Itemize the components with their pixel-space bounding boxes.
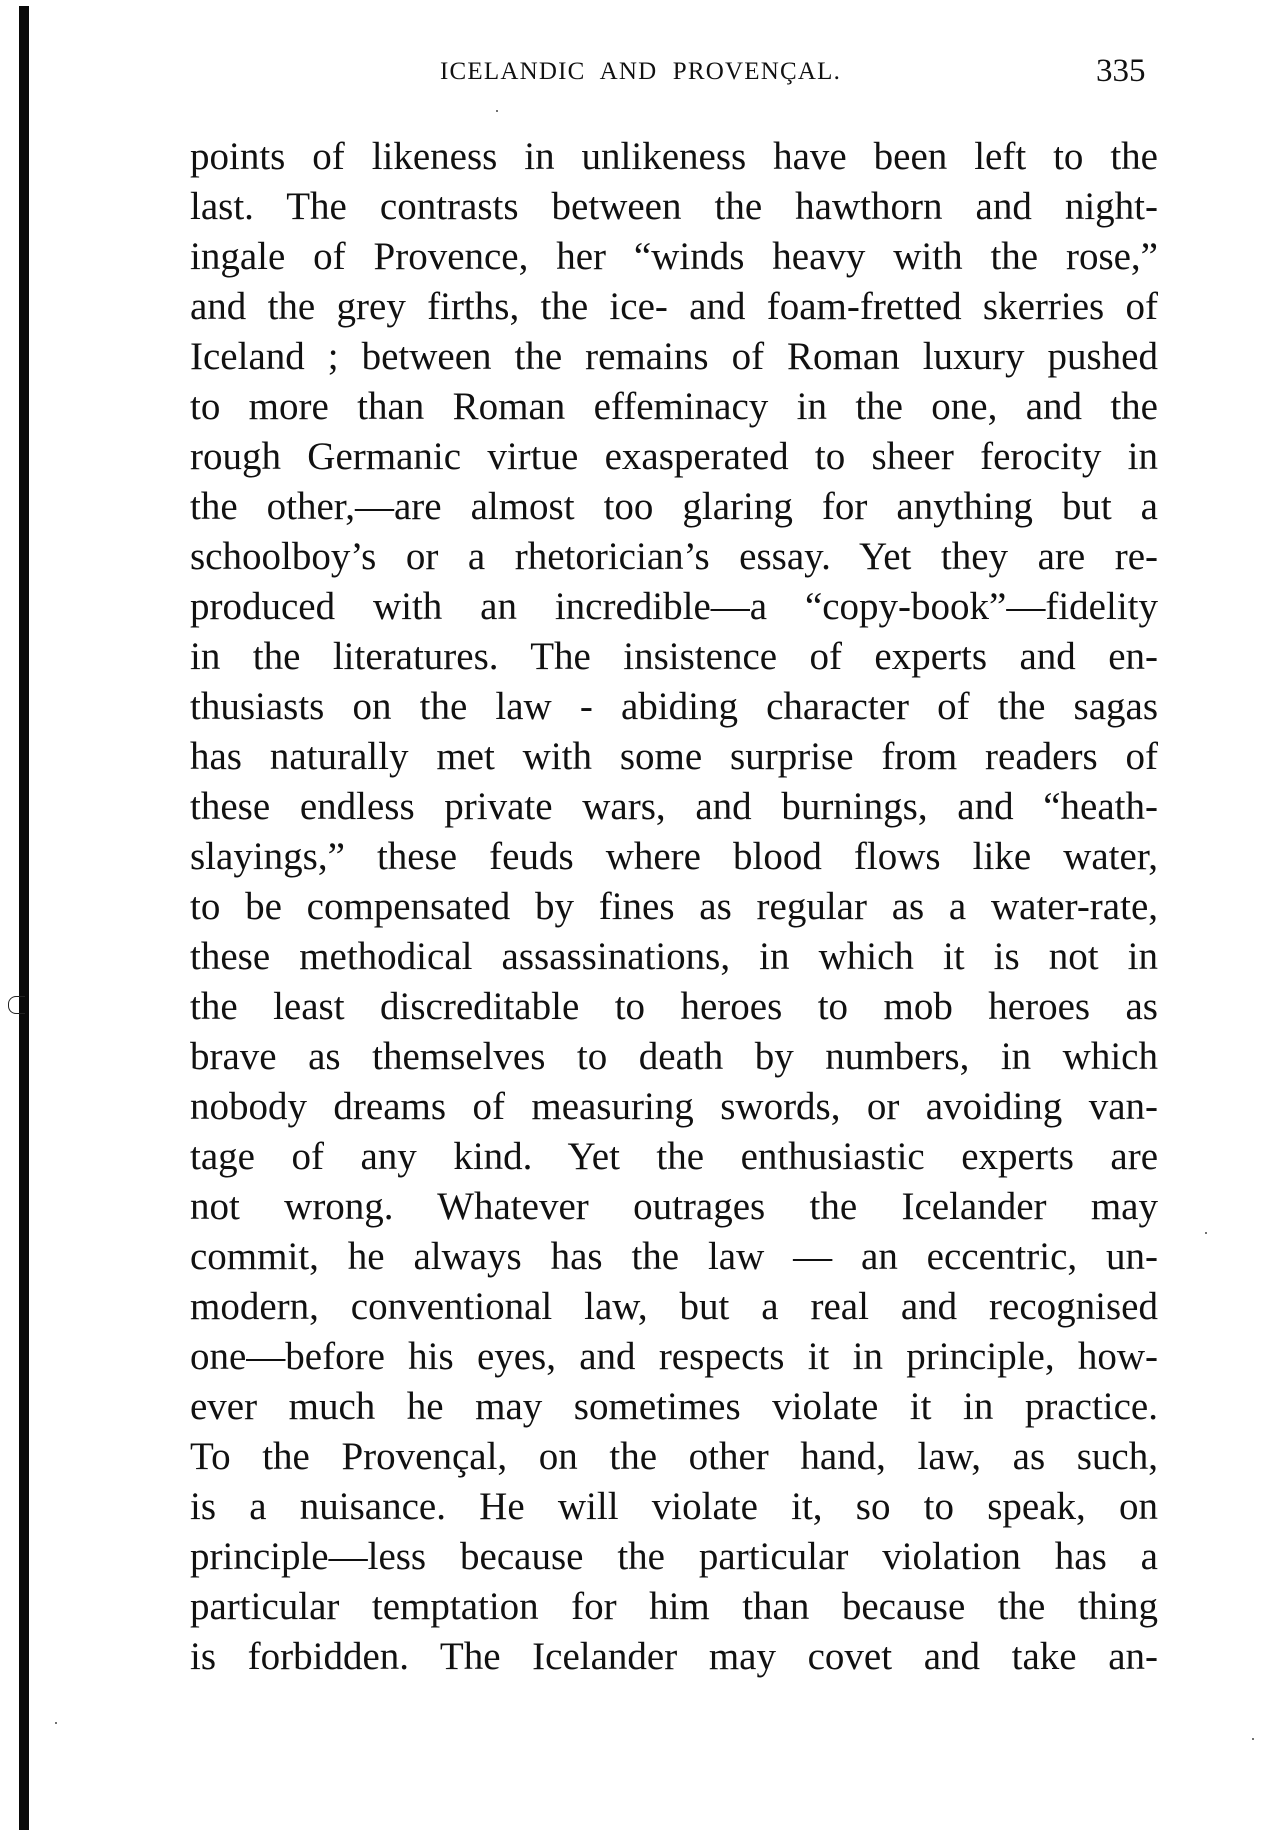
- text-line: in the literatures. The insistence of experts and en-: [190, 635, 1158, 678]
- text-line: these endless private wars, and burnings, and “heath-: [190, 785, 1158, 828]
- text-line: commit, he always has the law — an eccentric, un-: [190, 1235, 1158, 1278]
- text-line: ever much he may sometimes violate it in practice.: [190, 1385, 1158, 1428]
- binding-edge: [19, 6, 29, 1830]
- speck: [496, 110, 498, 112]
- text-line: ingale of Provence, her “winds heavy with the rose,”: [190, 235, 1158, 278]
- text-line: these methodical assassinations, in which it is not in: [190, 935, 1158, 978]
- running-head: [0, 52, 1288, 92]
- text-line: one—before his eyes, and respects it in principle, how-: [190, 1335, 1158, 1378]
- text-line: particular temptation for him than because the thing: [190, 1585, 1158, 1628]
- text-line: points of likeness in unlikeness have been left to the: [190, 135, 1158, 178]
- text-line: principle—less because the particular violation has a: [190, 1535, 1158, 1578]
- body-text: [190, 132, 1158, 1682]
- text-line: tage of any kind. Yet the enthusiastic experts are: [190, 1135, 1158, 1178]
- text-line: produced with an incredible—a “copy-book”—fidelity: [190, 585, 1158, 628]
- speck: [1205, 1232, 1207, 1234]
- text-line: is a nuisance. He will violate it, so to speak, on: [190, 1485, 1158, 1528]
- text-line: rough Germanic virtue exasperated to sheer ferocity in: [190, 435, 1158, 478]
- text-line: To the Provençal, on the other hand, law, as such,: [190, 1435, 1158, 1478]
- text-line: to be compensated by fines as regular as a water-rate,: [190, 885, 1158, 928]
- text-line: nobody dreams of measuring swords, or avoiding van-: [190, 1085, 1158, 1128]
- text-line: Iceland ; between the remains of Roman luxury pushed: [190, 335, 1158, 378]
- text-line: modern, conventional law, but a real and recognised: [190, 1285, 1158, 1328]
- page-number: 335: [1096, 53, 1146, 89]
- text-line: schoolboy’s or a rhetorician’s essay. Yet they are re-: [190, 535, 1158, 578]
- text-line: to more than Roman effeminacy in the one, and the: [190, 385, 1158, 428]
- text-line: slayings,” these feuds where blood flows like water,: [190, 835, 1158, 878]
- margin-mark: [8, 996, 25, 1014]
- text-line: has naturally met with some surprise from readers of: [190, 735, 1158, 778]
- text-line: thusiasts on the law - abiding character of the sagas: [190, 685, 1158, 728]
- text-line: brave as themselves to death by numbers, in which: [190, 1035, 1158, 1078]
- text-line: and the grey firths, the ice- and foam-fretted skerries of: [190, 285, 1158, 328]
- speck: [55, 1722, 57, 1724]
- text-line: the least discreditable to heroes to mob heroes as: [190, 985, 1158, 1028]
- speck: [1252, 1738, 1254, 1740]
- text-line: is forbidden. The Icelander may covet and take an-: [190, 1635, 1158, 1678]
- text-line: not wrong. Whatever outrages the Icelander may: [190, 1185, 1158, 1228]
- running-title: ICELANDIC AND PROVENÇAL.: [440, 58, 842, 85]
- text-line: the other,—are almost too glaring for anything but a: [190, 485, 1158, 528]
- text-line: last. The contrasts between the hawthorn and night-: [190, 185, 1158, 228]
